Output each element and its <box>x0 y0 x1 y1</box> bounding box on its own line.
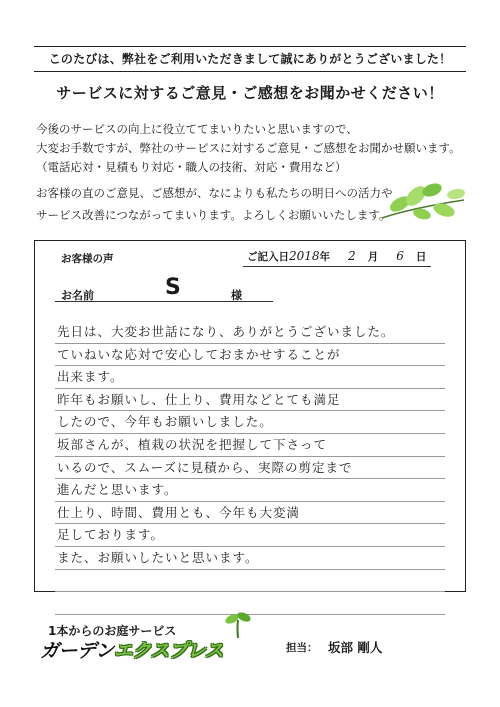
intro-text-secondary <box>36 182 393 226</box>
comment-line: 昨年もお願いし、仕上り、費用などとても満足 <box>55 389 445 412</box>
date-underline <box>243 266 431 267</box>
staff-name: 坂部 剛人 <box>328 640 383 655</box>
intro-text <box>36 120 466 177</box>
thanks-banner: このたびは、弊社をご利用いただきまして誠にありがとうございました！ <box>34 46 466 72</box>
intro-line: サービス改善につながってまいります。よろしくお願いいたします。 <box>36 208 391 222</box>
comment-line: いるので、スムーズに見積から、実際の剪定まで <box>55 457 445 480</box>
brand-name-part1: ガーデン <box>40 640 114 662</box>
month-suffix: 月 <box>367 251 379 263</box>
intro-line: 今後のサービスの向上に役立ててまいりたいと思いますので、 <box>36 122 358 136</box>
name-row <box>35 273 465 309</box>
page-title: サービスに対するご意見・ご感想をお聞かせください！ <box>56 84 444 102</box>
comment-line: 進んだと思います。 <box>55 479 445 502</box>
year-suffix: 年 <box>319 251 331 263</box>
date-field <box>247 249 426 264</box>
intro-line: お客様の直のご意見、ご感想が、なによりも私たちの明日への活力や <box>36 186 393 200</box>
sprout-icon <box>222 610 254 638</box>
comment-line: 坂部さんが、植栽の状況を把握して下さって <box>55 434 445 457</box>
name-value: S <box>165 275 181 300</box>
date-day: 6 <box>396 249 404 263</box>
leaves-illustration-icon <box>372 170 468 230</box>
date-label: ご記入日 <box>247 251 289 263</box>
name-underline <box>55 301 273 302</box>
date-month: 2 <box>348 249 356 263</box>
comment-line: また、お願いしたいと思います。 <box>55 547 445 570</box>
comment-area <box>55 321 445 615</box>
brand-logo <box>40 636 280 666</box>
voice-header-row <box>35 241 465 271</box>
comment-line: 足しております。 <box>55 524 445 547</box>
comment-line: 出来ます。 <box>55 366 445 389</box>
comment-line <box>55 570 445 593</box>
voice-label: お客様の声 <box>61 253 114 265</box>
comment-line: 先日は、大変お世話になり、ありがとうございました。 <box>55 321 445 344</box>
brand-name-part2: エクスプレス <box>113 640 224 662</box>
comment-line: ていねいな応対で安心しておまかせすることが <box>55 344 445 367</box>
name-label: お名前 <box>61 289 94 302</box>
intro-line: （電話応対・見積もり対応・職人の技術、対応・費用など） <box>36 160 347 174</box>
staff-label: 担当： <box>286 642 318 654</box>
name-suffix: 様 <box>231 289 242 302</box>
date-year: 2018 <box>289 249 320 263</box>
brand-tagline: 1本からのお庭サービス <box>48 624 177 638</box>
day-suffix: 日 <box>415 251 427 263</box>
feedback-form <box>34 240 466 592</box>
comment-line: したので、今年もお願いしました。 <box>55 411 445 434</box>
intro-line: 大変お手数ですが、弊社のサービスに対するご意見・ご感想をお聞かせ願います。 <box>36 141 461 155</box>
comment-line: 仕上り、時間、費用とも、今年も大変満 <box>55 502 445 525</box>
